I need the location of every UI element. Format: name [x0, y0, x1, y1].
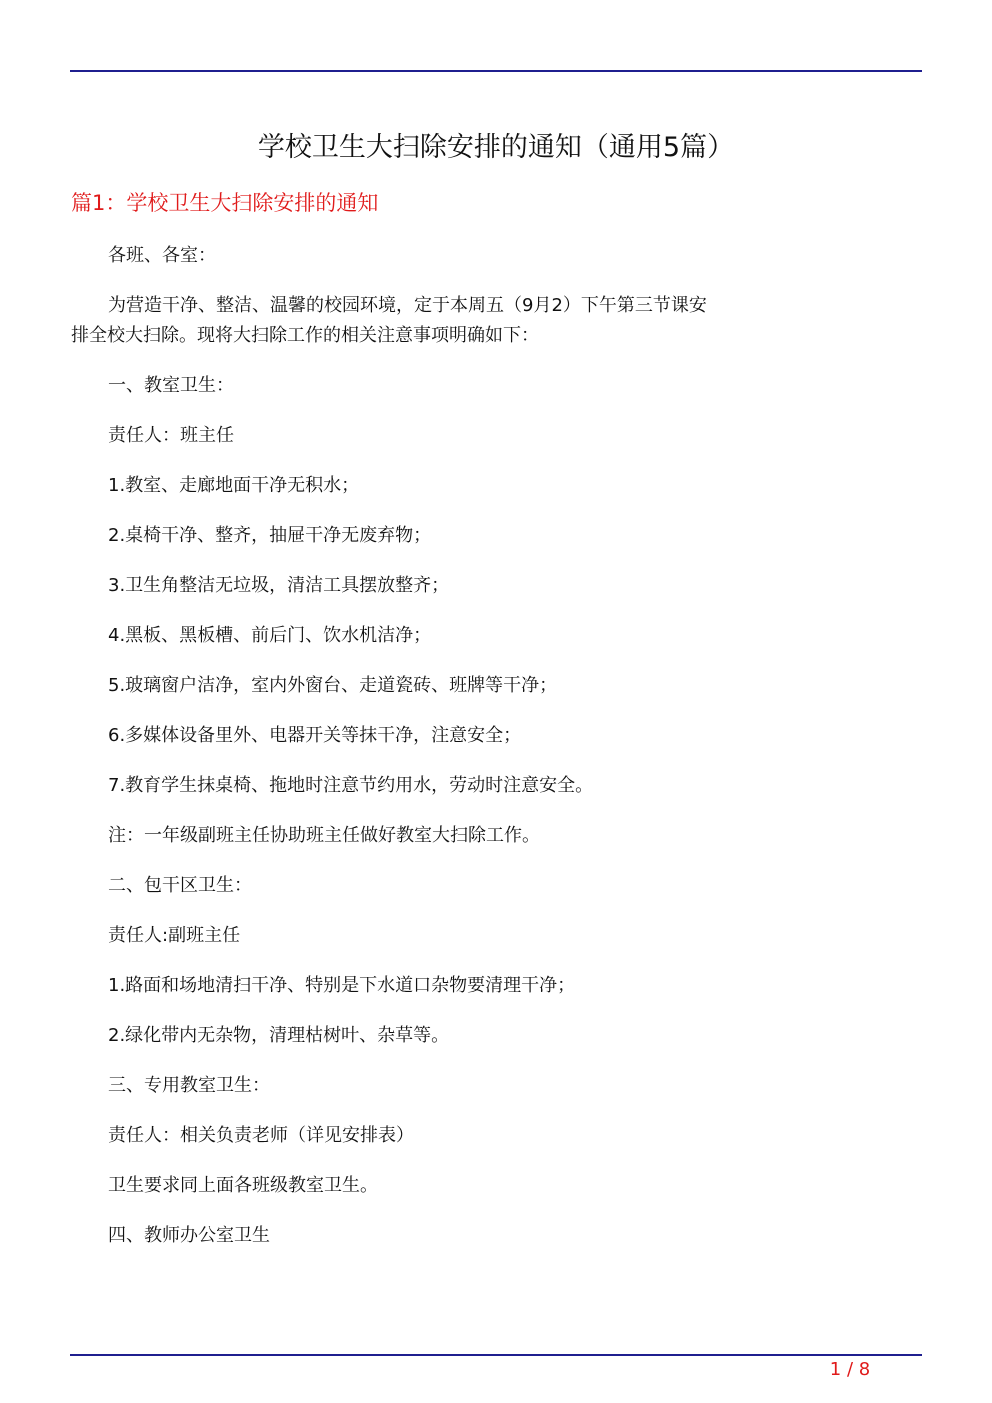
document-title: 学校卫生大扫除安排的通知（通用5篇）: [257, 132, 735, 163]
paragraph-intro-line1: 为营造干净、整洁、温馨的校园环境，定于本周五（9月2）下午第三节课安: [108, 295, 707, 316]
list-item: 7.教育学生抹桌椅、拖地时注意节约用水，劳动时注意安全。: [108, 775, 594, 796]
paragraph-section-4-heading: 四、教师办公室卫生: [108, 1225, 270, 1246]
list-item: 4.黑板、黑板槽、前后门、饮水机洁净；: [108, 625, 432, 646]
paragraph-section-3-heading: 三、专用教室卫生：: [108, 1075, 270, 1096]
paragraph-section-1-heading: 一、教室卫生：: [108, 375, 234, 396]
paragraph-responsible-2: 责任人:副班主任: [108, 925, 241, 946]
paragraph-requirement: 卫生要求同上面各班级教室卫生。: [108, 1175, 378, 1196]
paragraph-salutation: 各班、各室：: [108, 245, 216, 266]
paragraph-responsible-3: 责任人：相关负责老师（详见安排表）: [108, 1125, 414, 1146]
paragraph-responsible-1: 责任人：班主任: [108, 425, 234, 446]
list-item: 2.桌椅干净、整齐，抽屉干净无废弃物；: [108, 525, 432, 546]
paragraph-section-2-heading: 二、包干区卫生：: [108, 875, 252, 896]
paragraph-note: 注：一年级副班主任协助班主任做好教室大扫除工作。: [108, 825, 540, 846]
list-item: 5.玻璃窗户洁净，室内外窗台、走道瓷砖、班牌等干净；: [108, 675, 558, 696]
section-heading: 篇1：学校卫生大扫除安排的通知: [71, 191, 379, 215]
paragraph-intro-line2: 排全校大扫除。现将大扫除工作的相关注意事项明确如下：: [71, 325, 539, 346]
list-item: 1.教室、走廊地面干净无积水；: [108, 475, 360, 496]
header-rule: [70, 70, 922, 72]
list-item: 1.路面和场地清扫干净、特别是下水道口杂物要清理干净；: [108, 975, 576, 996]
list-item: 2.绿化带内无杂物，清理枯树叶、杂草等。: [108, 1025, 450, 1046]
list-item: 6.多媒体设备里外、电器开关等抹干净，注意安全；: [108, 725, 522, 746]
list-item: 3.卫生角整洁无垃圾，清洁工具摆放整齐；: [108, 575, 450, 596]
page-number: 1 / 8: [829, 1359, 871, 1380]
footer-rule: [70, 1354, 922, 1356]
